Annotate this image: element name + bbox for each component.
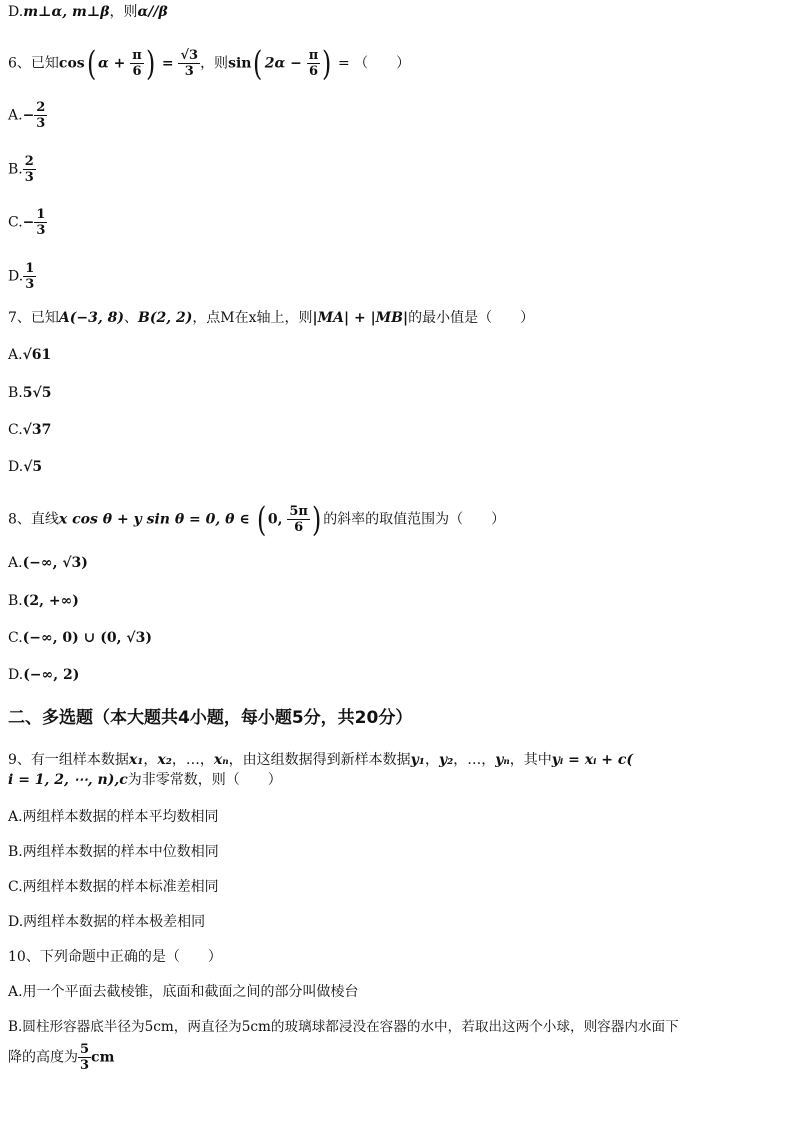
denominator: 6 xyxy=(308,64,318,79)
question-number: 7、已知 xyxy=(8,310,59,326)
denominator: 3 xyxy=(80,1058,90,1073)
text: ，其中 xyxy=(509,752,552,768)
q8-option-a xyxy=(8,553,88,573)
q8-option-c xyxy=(8,628,152,648)
math-expr: |MA| + |MB| xyxy=(312,310,409,326)
option-value: (−∞, 2) xyxy=(23,667,80,683)
question-6 xyxy=(8,43,411,84)
denominator: 6 xyxy=(132,64,142,79)
text: ，…， xyxy=(171,752,214,768)
fraction xyxy=(34,207,47,238)
fraction xyxy=(130,48,144,79)
option-label: D. xyxy=(8,4,24,20)
fraction xyxy=(23,261,36,292)
math-expr: 0, xyxy=(267,511,288,528)
option-label: D. xyxy=(8,667,24,683)
option-value: √37 xyxy=(22,422,52,438)
option-label: A. xyxy=(8,555,23,571)
text: 为非零常数，则（ ） xyxy=(127,772,282,788)
section-heading: 二、多选题（本大题共4小题，每小题5分，共20分） xyxy=(8,708,413,728)
text: 的最小值是（ ） xyxy=(408,310,535,326)
option-value: √61 xyxy=(22,347,52,363)
question-number: 9、有一组样本数据 xyxy=(8,752,129,768)
denominator: 6 xyxy=(294,520,304,535)
numerator: π xyxy=(132,48,142,63)
numerator: 5 xyxy=(80,1042,90,1057)
question-10: 10、下列命题中正确的是（ ） xyxy=(8,949,222,965)
left-paren: ( xyxy=(86,43,96,84)
question-9-line-1 xyxy=(8,750,633,770)
equals: = xyxy=(156,55,179,72)
math-func: sin xyxy=(228,55,252,72)
text: 、 xyxy=(124,310,138,326)
q7-option-b xyxy=(8,383,51,403)
q6-option-c xyxy=(8,207,47,238)
option-label: C. xyxy=(8,630,23,646)
numerator: 2 xyxy=(24,154,34,169)
q9-option-a: A.两组样本数据的样本平均数相同 xyxy=(8,809,219,825)
numerator: 1 xyxy=(36,207,46,222)
q5-option-d xyxy=(8,2,168,22)
question-number: 8、直线 xyxy=(8,511,59,528)
denominator: 3 xyxy=(36,116,46,131)
q9-option-b: B.两组样本数据的样本中位数相同 xyxy=(8,844,219,860)
numerator: 5π xyxy=(289,504,308,519)
numerator: 1 xyxy=(25,261,35,276)
math-expr: x cos θ + y sin θ = 0, θ ∈ xyxy=(58,511,255,528)
right-paren: ) xyxy=(145,43,155,84)
answer-blank: = （ ） xyxy=(333,55,411,72)
fraction xyxy=(307,48,321,79)
question-7 xyxy=(8,308,534,328)
denominator: 3 xyxy=(24,170,34,185)
text: ，则 xyxy=(200,55,229,72)
right-paren: ) xyxy=(311,499,322,540)
option-label: B. xyxy=(8,593,23,609)
fraction xyxy=(287,504,310,535)
numerator: 2 xyxy=(36,100,46,115)
option-value: √5 xyxy=(23,459,43,475)
option-value: (−∞, √3) xyxy=(22,555,88,571)
text: ， xyxy=(143,752,158,768)
math-expr: α//β xyxy=(137,4,168,20)
text: ， xyxy=(424,752,439,768)
q10-option-a: A.用一个平面去截棱锥，底面和截面之间的部分叫做棱台 xyxy=(8,984,359,1000)
fraction xyxy=(23,154,36,185)
question-8 xyxy=(8,499,506,540)
q7-option-c xyxy=(8,420,51,440)
option-value: (−∞, 0) ∪ (0, √3) xyxy=(22,630,152,646)
sign: − xyxy=(22,107,35,124)
numerator: √3 xyxy=(180,48,199,63)
q8-option-d xyxy=(8,665,79,685)
math-var: x₂ xyxy=(157,752,172,768)
denominator: 3 xyxy=(25,277,35,292)
text: ，由这组数据得到新样本数据 xyxy=(228,752,411,768)
option-value: (2, +∞) xyxy=(22,593,79,609)
q6-option-d xyxy=(8,261,36,292)
math-var: xₙ xyxy=(213,752,229,768)
option-label: C. xyxy=(8,422,23,438)
right-paren: ) xyxy=(322,43,332,84)
fraction xyxy=(78,1042,91,1073)
math-expr: m⊥α, m⊥β xyxy=(23,4,110,20)
sign: − xyxy=(22,214,35,231)
q7-option-d xyxy=(8,457,42,477)
math-expr: yᵢ = xᵢ + c( xyxy=(551,752,634,768)
option-label: D. xyxy=(8,459,24,475)
q6-option-a xyxy=(8,100,47,131)
left-paren: ( xyxy=(256,499,266,540)
fraction xyxy=(34,100,47,131)
question-9-line-2 xyxy=(8,770,282,790)
q8-option-b xyxy=(8,591,79,611)
option-label: B. xyxy=(8,161,23,178)
math-func: cos xyxy=(58,55,85,72)
question-number: 6、已知 xyxy=(8,55,59,72)
text: ，…， xyxy=(453,752,496,768)
option-label: A. xyxy=(8,347,23,363)
text: 的斜率的取值范围为（ ） xyxy=(323,511,506,528)
math-var: yₙ xyxy=(495,752,510,768)
text: ，点M在x轴上，则 xyxy=(192,310,313,326)
unit: cm xyxy=(91,1049,115,1066)
math-var: y₂ xyxy=(438,752,454,768)
option-label: C. xyxy=(8,214,23,231)
math-expr: α + xyxy=(97,55,131,72)
q10-option-b-line-2 xyxy=(8,1042,114,1073)
math-expr: i = 1, 2, ⋯, n),c xyxy=(8,772,128,788)
q6-option-b xyxy=(8,154,36,185)
math-expr: 2α − xyxy=(264,55,307,72)
denominator: 3 xyxy=(184,64,194,79)
q7-option-a xyxy=(8,345,51,365)
math-var: y₁ xyxy=(410,752,425,768)
text: 降的高度为 xyxy=(8,1049,78,1066)
q10-option-b-line-1: B.圆柱形容器底半径为5cm，两直径为5cm的玻璃球都浸没在容器的水中，若取出这两个小球，则容器内水面下 xyxy=(8,1019,679,1035)
point-a: A(−3, 8) xyxy=(58,310,124,326)
point-b: B(2, 2) xyxy=(138,310,193,326)
option-label: B. xyxy=(8,385,23,401)
fraction xyxy=(178,48,200,79)
option-label: D. xyxy=(8,268,24,285)
left-paren: ( xyxy=(253,43,263,84)
option-label: A. xyxy=(8,107,23,124)
denominator: 3 xyxy=(36,223,46,238)
text: ，则 xyxy=(109,4,138,20)
q9-option-c: C.两组样本数据的样本标准差相同 xyxy=(8,879,219,895)
math-var: x₁ xyxy=(128,752,144,768)
option-value: 5√5 xyxy=(22,385,52,401)
numerator: π xyxy=(308,48,319,63)
q9-option-d: D.两组样本数据的样本极差相同 xyxy=(8,914,206,930)
